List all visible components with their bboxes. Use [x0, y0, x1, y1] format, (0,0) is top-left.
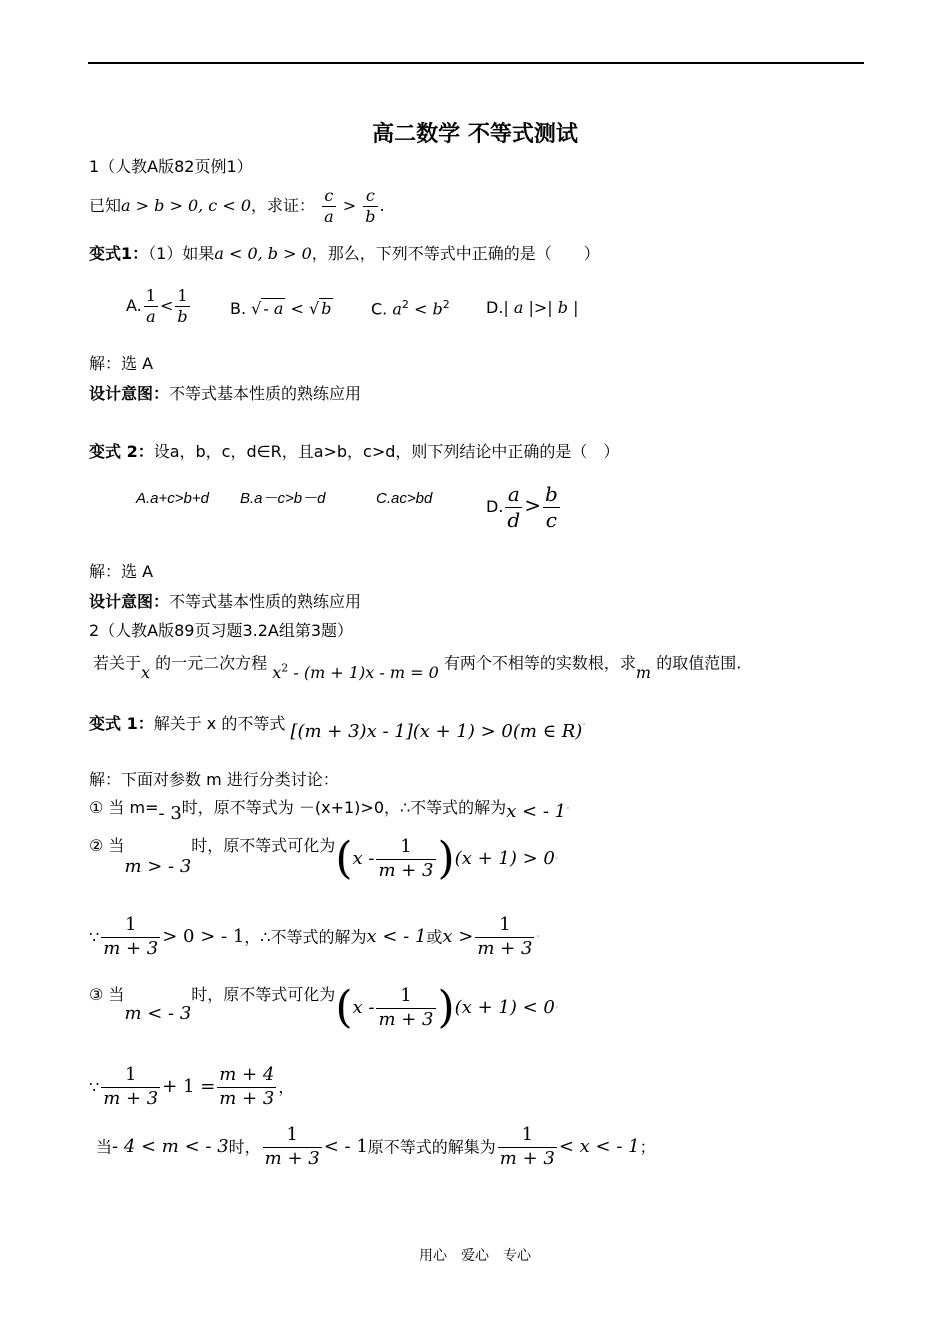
v1-option-c: C. $a^2 < b^2$: [371, 298, 450, 319]
v2-answer: 解：选 A: [89, 562, 154, 581]
case-3: ③ 当m < - 3时，原不等式可化为(x - $\frac{1}{m + 3}$ )(x + 1) < 0◦: [89, 982, 559, 1033]
header-rule: [88, 62, 864, 64]
q1-known-expr: a > b > 0, c < 0: [121, 196, 252, 215]
page-title: 高二数学 不等式测试: [372, 122, 578, 147]
frac-1-b: $\frac{1}{b}$: [177, 286, 188, 326]
q1-statement: 已知a > b > 0, c < 0，求证： $\frac{c}{a}$ > $\frac{c}{b}$ .: [89, 186, 385, 226]
line-since-2: ∵ $\frac{1}{m + 3}$ + 1 = $\frac{m + 4}{m + 3}$ ，: [89, 1064, 295, 1109]
q2v1-intro: 解：下面对参数 m 进行分类讨论：: [89, 770, 339, 789]
v2-stem: 变式 2：设a，b，c，d∈R，且a>b，c>d，则下列结论中正确的是（ ）: [89, 442, 620, 461]
v1-label: 变式1：: [89, 244, 149, 263]
line-since-1: ∵ $\frac{1}{m + 3}$ > 0 > - 1，∴不等式的解为x < - 1或x > $\frac{1}{m + 3}$ ◦: [89, 914, 540, 959]
case-1: ① 当 m=- 3时，原不等式为 －(x+1)>0，∴不等式的解为x < - 1◦: [89, 798, 570, 824]
v2-option-b: B.a－c>b－d: [240, 490, 326, 507]
q2-source: 2（人教A版89页习题3.2A组第3题）: [89, 621, 354, 640]
q1-prove: ，求证：: [251, 196, 316, 215]
v2-intent: 设计意图：不等式基本性质的熟练应用: [89, 592, 362, 611]
q1-frac-c-a: $\frac{c}{a}$: [324, 186, 334, 226]
case-2: ② 当m > - 3时，原不等式可化为(x - $\frac{1}{m + 3}$ )(x + 1) > 0◦: [89, 833, 559, 884]
v2-option-c: C.ac>bd: [376, 490, 433, 507]
v1-answer: 解：选 A: [89, 354, 154, 373]
q1-known: 已知: [89, 196, 122, 215]
line-when: 当- 4 < m < - 3时， $\frac{1}{m + 3}$ < - 1原不等式的解集为 $\frac{1}{m + 3}$ < x < - 1；: [96, 1124, 656, 1169]
v1-stem: 变式1：（1）如果a < 0, b > 0，那么，下列不等式中正确的是（ ）: [89, 244, 600, 263]
q2v1-stem: 变式 1：解关于 x 的不等式 [(m + 3)x - 1](x + 1) > 0(m ∈ R)◦: [89, 714, 586, 742]
v1-option-d: D.| a |>| b |: [486, 298, 579, 317]
v1-option-b: B. √ - a < √ b: [230, 299, 332, 318]
frac-1-a: $\frac{1}{a}$: [145, 286, 156, 326]
frac-1-m3: $\frac{1}{m + 3}$: [378, 836, 434, 881]
v2-label: 变式 2：: [89, 442, 154, 461]
v2-option-a: A.a+c>b+d: [136, 490, 209, 507]
v1-intent: 设计意图：不等式基本性质的熟练应用: [89, 384, 362, 403]
v2-option-d: D. $\frac{a}{d}$ > $\frac{b}{c}$: [486, 482, 558, 532]
q1-source: 1（人教A版82页例1）: [89, 157, 253, 176]
q2v1-inequality: [(m + 3)x - 1](x + 1) > 0(m ∈ R): [290, 721, 583, 742]
q2-statement: 若关于x 的一元二次方程 $x^2 - (m + 1)x - m = 0$ 有两个不相等的实数根，求m 的取值范围.: [93, 653, 742, 683]
page-footer: 用心 爱心 专心: [419, 1248, 531, 1264]
v1-option-a: A. $\frac{1}{a}$ < $\frac{1}{b}$: [126, 286, 188, 326]
q1-frac-c-b: $\frac{c}{b}$: [365, 186, 376, 226]
